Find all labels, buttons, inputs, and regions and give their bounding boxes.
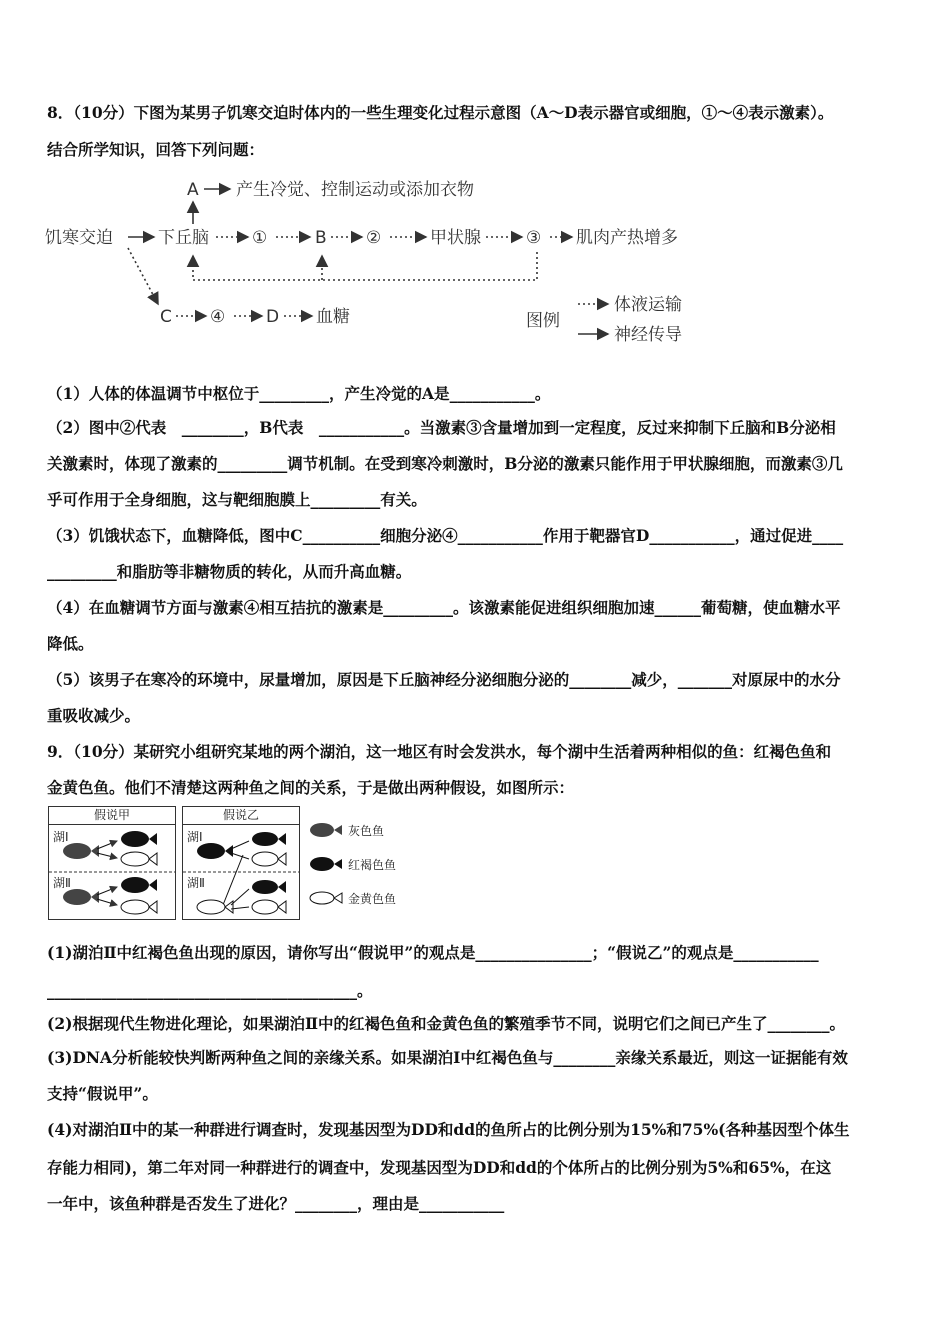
red-brown-fish-icon <box>197 843 233 859</box>
gray-fish-icon <box>310 823 342 837</box>
golden-fish-icon <box>252 852 286 866</box>
diagram-start: 饥寒交迫 <box>45 228 113 248</box>
hypothesis-b-title: 假说乙 <box>183 807 299 825</box>
diagram-hormone-3: ③ <box>526 228 542 248</box>
q8-sub4-line1: （4）在血糖调节方面与激素④相互拮抗的激素是_________。该激素能促进组织细胞加速______葡萄糖，使血糖水平 <box>47 598 841 617</box>
q9-sub4-line2: 存能力相同)，第二年对同一种群进行的调查中，发现基因型为DD和dd的个体所占的比例分别为5%和65%，在这 <box>47 1158 832 1177</box>
diagram-hormone-2: ② <box>366 228 382 248</box>
diagram-glucose: 血糖 <box>316 307 350 327</box>
golden-fish-icon <box>310 892 342 904</box>
legend-red-brown-fish: 红褐色鱼 <box>348 858 397 872</box>
q8-sub3-line2: _________和脂肪等非糖物质的转化，从而升高血糖。 <box>47 562 412 581</box>
golden-fish-icon <box>252 900 286 914</box>
q9-sub3-line2: 支持“假说甲”。 <box>47 1084 158 1103</box>
q8-sub4-line2: 降低。 <box>47 634 94 653</box>
red-brown-fish-icon <box>121 877 157 893</box>
hypothesis-b-box <box>182 806 300 920</box>
q9-sub2: (2)根据现代生物进化理论，如果湖泊Ⅱ中的红褐色鱼和金黄色鱼的繁殖季节不同，说明它们之间已产生了________。 <box>47 1014 846 1033</box>
hypothesis-b-lake2: 湖Ⅱ <box>187 876 205 890</box>
diagram-d: D <box>266 307 280 327</box>
diagram-legend-title: 图例 <box>526 311 560 331</box>
diagram-thyroid: 甲状腺 <box>430 228 481 248</box>
hypothesis-b-lake1: 湖Ⅰ <box>187 830 203 844</box>
q8-sub5-line2: 重吸收减少。 <box>47 706 141 725</box>
q8-sub1: （1）人体的体温调节中枢位于_________，产生冷觉的A是___________。 <box>47 384 551 403</box>
gray-fish-icon <box>63 889 99 905</box>
q9-sub1-line1: (1)湖泊Ⅱ中红褐色鱼出现的原因，请你写出“假说甲”的观点是_______________；“假说乙”的观点是___________ <box>47 943 819 962</box>
gray-fish-icon <box>63 843 99 859</box>
diagram-legend-fluid: 体液运输 <box>614 295 682 315</box>
golden-fish-icon <box>197 900 233 914</box>
q9-stem-line1: 9．（10分）某研究小组研究某地的两个湖泊，这一地区有时会发洪水，每个湖中生活着两种相似的鱼：红褐色鱼和 <box>47 742 832 761</box>
red-brown-fish-icon <box>121 831 157 847</box>
red-brown-fish-icon <box>310 857 342 871</box>
red-brown-fish-icon <box>252 832 286 846</box>
q8-diagram <box>40 172 720 354</box>
q8-stem-line1: 8．（10分）下图为某男子饥寒交迫时体内的一些生理变化过程示意图（A～D表示器官或细胞，①～④表示激素）。 <box>47 103 834 122</box>
diagram-hormone-4: ④ <box>210 307 226 327</box>
q8-stem-line2: 结合所学知识，回答下列问题： <box>47 140 265 159</box>
hypothesis-a-lake1: 湖Ⅰ <box>53 830 69 844</box>
q8-sub3-line1: （3）饥饿状态下，血糖降低，图中C__________细胞分泌④___________作用于靶器官D___________，通过促进____ <box>47 526 844 545</box>
diagram-muscle: 肌肉产热增多 <box>576 228 678 248</box>
diagram-hormone-1: ① <box>252 228 268 248</box>
golden-fish-icon <box>121 852 157 866</box>
q9-sub4-line1: (4)对湖泊Ⅱ中的某一种群进行调查时，发现基因型为DD和dd的鱼所占的比例分别为15%和75%(各种基因型个体生 <box>47 1120 850 1139</box>
diagram-a-result: 产生冷觉、控制运动或添加衣物 <box>236 180 474 200</box>
red-brown-fish-icon <box>252 880 286 894</box>
diagram-legend-nerve: 神经传导 <box>614 325 682 345</box>
q9-sub3-line1: (3)DNA分析能较快判断两种鱼之间的亲缘关系。如果湖泊Ⅰ中红褐色鱼与________亲缘关系最近，则这一证据能有效 <box>47 1048 848 1067</box>
fish-legend <box>306 816 426 916</box>
diagram-b: B <box>315 228 327 248</box>
q8-sub2-line2: 关激素时，体现了激素的_________调节机制。在受到寒冷刺激时，B分泌的激素只能作用于甲状腺细胞，而激素③几 <box>47 454 843 473</box>
hypothesis-a-box <box>48 806 176 920</box>
legend-golden-fish: 金黄色鱼 <box>348 892 397 906</box>
diagram-c: C <box>160 307 172 327</box>
q8-sub5-line1: （5）该男子在寒冷的环境中，尿量增加，原因是下丘脑神经分泌细胞分泌的________减少，_______对原尿中的水分 <box>47 670 841 689</box>
diagram-a: A <box>187 180 199 200</box>
q9-sub1-line2: ________________________________________。 <box>47 981 373 1000</box>
diagram-hypothalamus: 下丘脑 <box>158 228 209 248</box>
golden-fish-icon <box>121 900 157 914</box>
hypothesis-a-title: 假说甲 <box>49 807 175 825</box>
q9-stem-line2: 金黄色鱼。他们不清楚这两种鱼之间的关系，于是做出两种假设，如图所示： <box>47 778 575 797</box>
q8-sub2-line1: （2）图中②代表 ________，B代表 ___________。当激素③含量增加到一定程度，反过来抑制下丘脑和B分泌相 <box>47 418 836 437</box>
legend-gray-fish: 灰色鱼 <box>348 824 385 838</box>
q9-sub4-line3: 一年中，该鱼种群是否发生了进化？________，理由是___________ <box>47 1194 505 1213</box>
q8-sub2-line3: 乎可作用于全身细胞，这与靶细胞膜上_________有关。 <box>47 490 427 509</box>
hypothesis-a-lake2: 湖Ⅱ <box>53 876 71 890</box>
